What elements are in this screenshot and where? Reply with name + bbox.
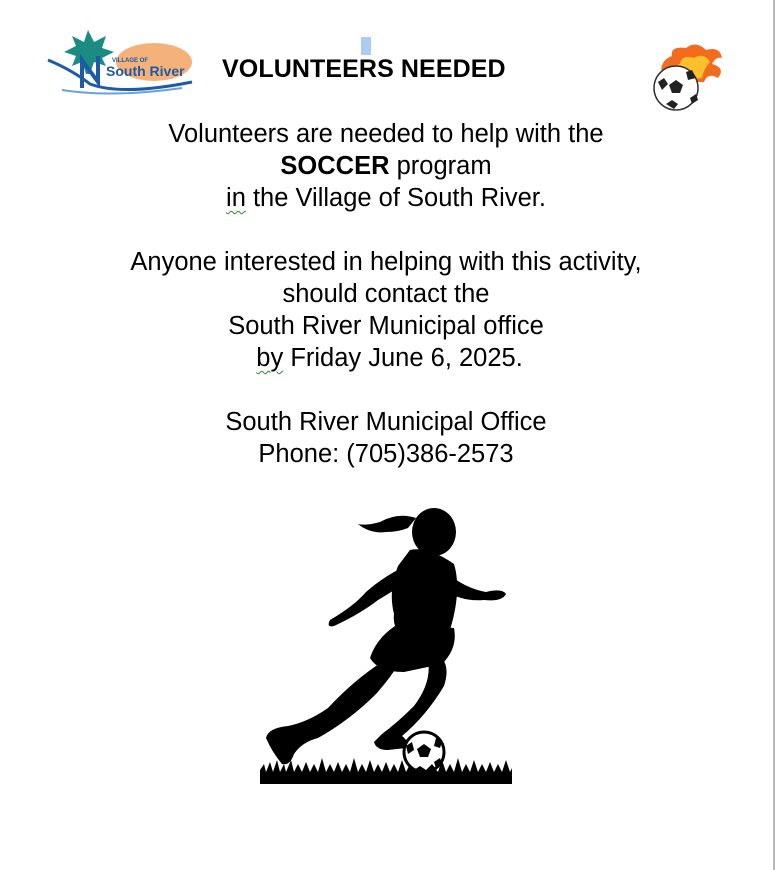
back-leg (266, 662, 396, 764)
message-line-3-rest: the Village of South River. (245, 184, 546, 212)
contact-line-2: should contact the (282, 280, 490, 308)
grass (260, 758, 512, 784)
contact-line-4 (0, 342, 772, 374)
announcement-body (0, 118, 772, 470)
logo-name-text: South River (106, 63, 185, 79)
contact-line-3: South River Municipal office (228, 312, 544, 340)
spellcheck-mark-in: in (226, 184, 246, 212)
soccer-player-silhouette (258, 502, 514, 784)
contact-line-1: Anyone interested in helping with this activity, (130, 248, 642, 276)
text-cursor-highlight (361, 37, 371, 55)
spellcheck-mark-by: by (256, 344, 284, 372)
page-title: VOLUNTEERS NEEDED (222, 55, 506, 83)
logo-small-text: VILLAGE OF (112, 58, 148, 64)
ponytail (358, 516, 416, 533)
message-line-2 (0, 150, 772, 182)
head (412, 508, 456, 556)
fireball-soccer-icon (646, 42, 726, 114)
south-river-logo (42, 26, 204, 96)
message-line-1: Volunteers are needed to help with the (168, 120, 604, 148)
contact-line-4-rest: Friday June 6, 2025. (283, 344, 523, 372)
message-line-3 (0, 182, 772, 214)
office-name: South River Municipal Office (225, 408, 547, 436)
soccer-bold: SOCCER (280, 152, 390, 180)
message-line-2-rest: program (389, 152, 492, 180)
office-phone: Phone: (705)386-2573 (258, 440, 514, 468)
